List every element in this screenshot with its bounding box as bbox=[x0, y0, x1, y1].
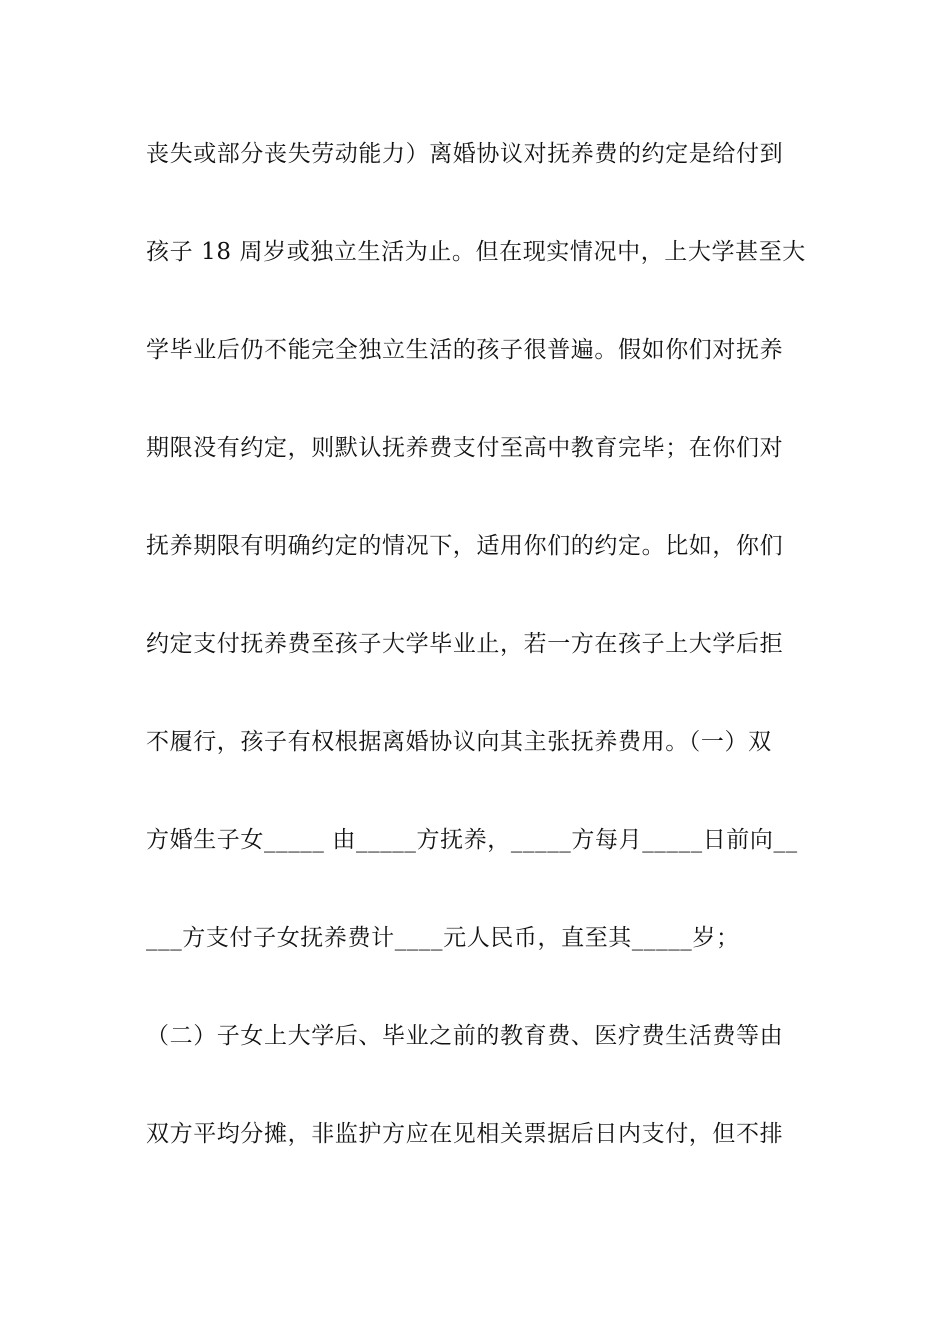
text-line: 孩子 18 周岁或独立生活为止。但在现实情况中，上大学甚至大 bbox=[146, 239, 806, 265]
text-line: 不履行，孩子有权根据离婚协议向其主张抚养费用。（一）双 bbox=[146, 729, 772, 755]
text-line: 方婚生子女_____ 由_____方抚养，_____方每月_____日前向__ bbox=[146, 827, 798, 853]
text-line: 丧失或部分丧失劳动能力）离婚协议对抚养费的约定是给付到 bbox=[146, 141, 784, 167]
text-line: 约定支付抚养费至孩子大学毕业止，若一方在孩子上大学后拒 bbox=[146, 631, 784, 657]
text-line: ___方支付子女抚养费计____元人民币，直至其_____岁； bbox=[146, 925, 740, 951]
text-line: 抚养期限有明确约定的情况下，适用你们的约定。比如，你们 bbox=[146, 533, 784, 559]
text-line: 期限没有约定，则默认抚养费支付至高中教育完毕；在你们对 bbox=[146, 435, 784, 461]
text-line: （二）子女上大学后、毕业之前的教育费、医疗费生活费等由 bbox=[146, 1023, 784, 1049]
text-line: 学毕业后仍不能完全独立生活的孩子很普遍。假如你们对抚养 bbox=[146, 337, 784, 363]
body-text bbox=[146, 130, 811, 1208]
text-line: 双方平均分摊，非监护方应在见相关票据后日内支付，但不排 bbox=[146, 1121, 784, 1147]
